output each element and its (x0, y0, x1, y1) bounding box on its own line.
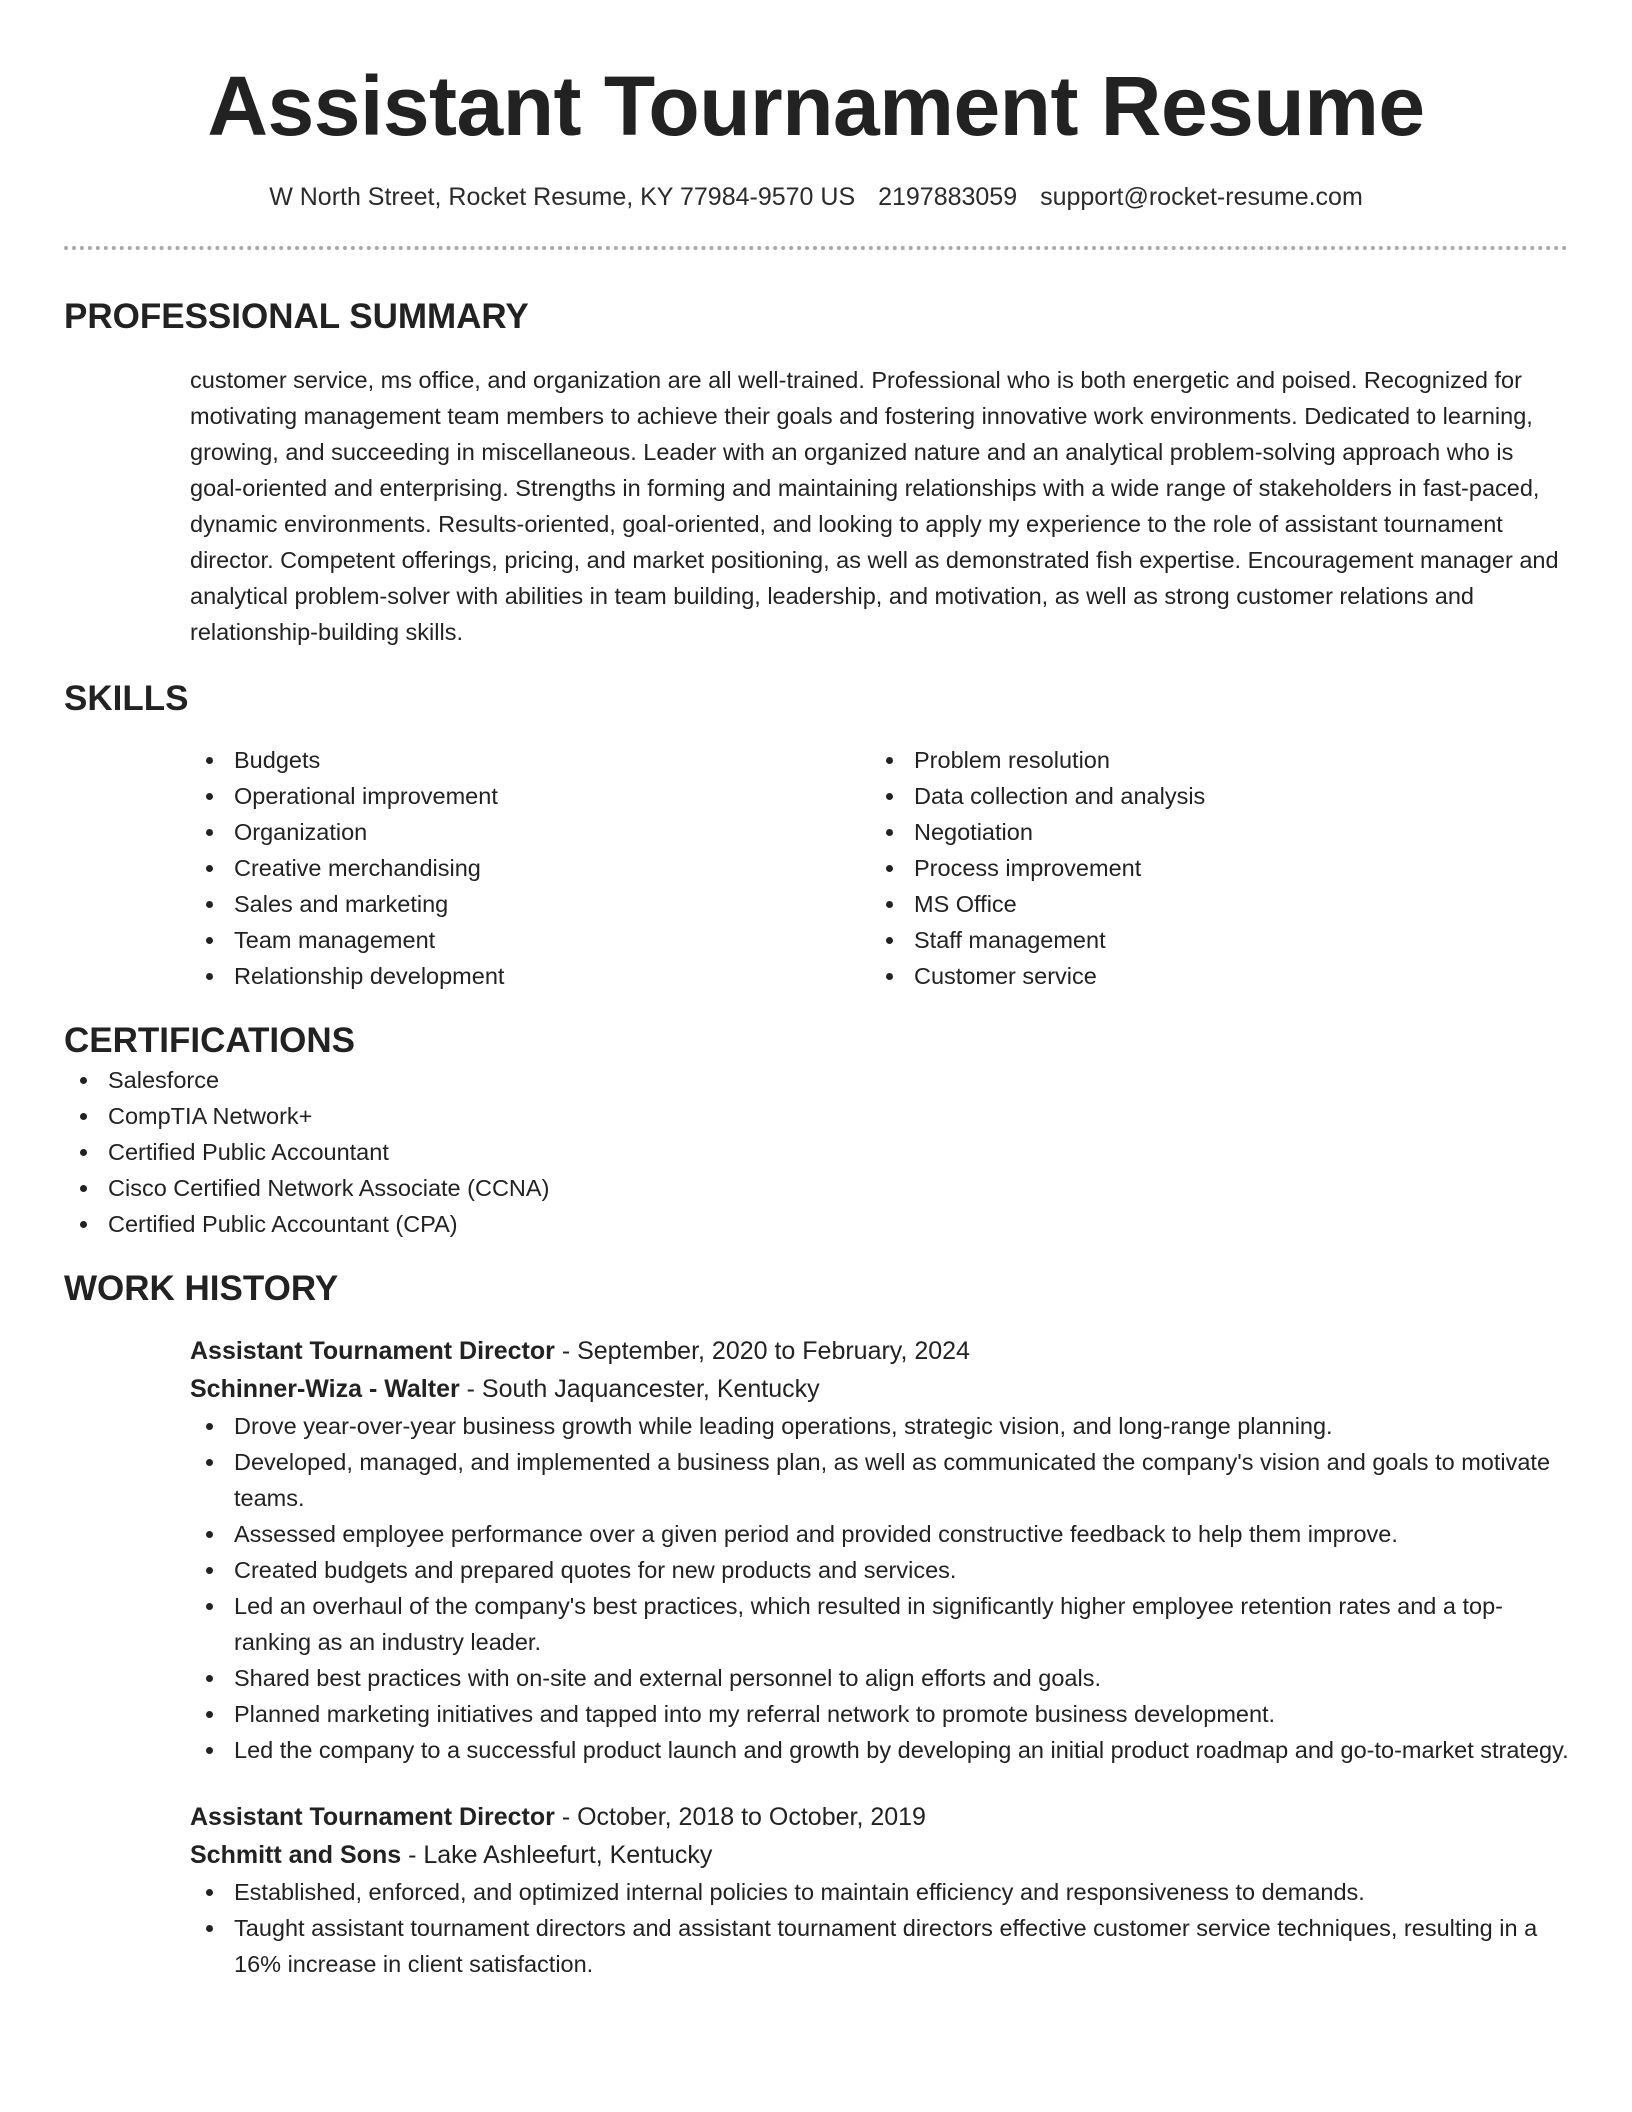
job-role-line (190, 1798, 1568, 1836)
job-bullet: Created budgets and prepared quotes for new products and services. (190, 1552, 1569, 1588)
skill-item: Creative merchandising (190, 850, 870, 886)
skill-item: Organization (190, 814, 870, 850)
job-bullet: Developed, managed, and implemented a business plan, as well as communicated the company's vision and goals to motivate teams. (190, 1444, 1569, 1516)
skill-item: Team management (190, 922, 870, 958)
summary-text: customer service, ms office, and organization are all well-trained. Professional who is both energetic and poised. Recognized for motivating management team members to achieve their goals and fostering innovative work environments. Dedicated to learning, growing, and succeeding in miscellaneous. Leader with an organized nature and an analytical problem-solving approach who is goal-oriented and enterprising. Strengths in forming and maintaining relationships with a wide range of stakeholders in fast-paced, dynamic environments. Results-oriented, goal-oriented, and looking to apply my experience to the role of assistant tournament director. Competent offerings, pricing, and market positioning, as well as demonstrated fish expertise. Encouragement manager and analytical problem-solver with abilities in team building, leadership, and motivation, as well as strong customer relations and relationship-building skills. (190, 367, 1559, 645)
resume-name: Assistant Tournament Resume (207, 59, 1425, 153)
job-company: Schmitt and Sons (190, 1841, 402, 1869)
job-bullet: Planned marketing initiatives and tapped into my referral network to promote business development. (190, 1696, 1569, 1732)
certifications-list (64, 1062, 1568, 1242)
job-role: Assistant Tournament Director (190, 1803, 555, 1831)
skill-item: Process improvement (870, 850, 1550, 886)
skills-column-right (870, 742, 1550, 994)
resume-page (64, 0, 1568, 1982)
job-company: Schinner-Wiza - Walter (190, 1375, 460, 1403)
job-bullet: Taught assistant tournament directors and assistant tournament directors effective customer service techniques, resulting in a 16% increase in client satisfaction. (190, 1910, 1569, 1982)
job-bullet: Assessed employee performance over a given period and provided constructive feedback to help them improve. (190, 1516, 1569, 1552)
job-company-line (190, 1836, 1568, 1874)
job-dates: - September, 2020 to February, 2024 (554, 1337, 970, 1365)
skill-item: Budgets (190, 742, 870, 778)
contact-email: support@rocket-resume.com (1040, 183, 1363, 211)
summary-title: PROFESSIONAL SUMMARY (64, 297, 529, 336)
job-bullets (190, 1874, 1568, 1982)
job-entry (190, 1798, 1568, 1982)
skill-item: Operational improvement (190, 778, 870, 814)
skill-item: Negotiation (870, 814, 1550, 850)
skills-column-left (190, 742, 870, 994)
skill-item: MS Office (870, 886, 1550, 922)
job-bullet: Led the company to a successful product launch and growth by developing an initial product roadmap and go-to-market strategy. (190, 1732, 1569, 1768)
skills-title: SKILLS (64, 679, 189, 718)
job-bullet: Established, enforced, and optimized internal policies to maintain efficiency and responsiveness to demands. (190, 1874, 1569, 1910)
certification-item: Salesforce (64, 1062, 1568, 1098)
skill-item: Relationship development (190, 958, 870, 994)
job-bullet: Led an overhaul of the company's best practices, which resulted in significantly higher employee retention rates and a top-ranking as an industry leader. (190, 1588, 1569, 1660)
job-bullet: Shared best practices with on-site and external personnel to align efforts and goals. (190, 1660, 1569, 1696)
contact-line (64, 182, 1568, 212)
skills-list (64, 742, 1568, 994)
header-divider (64, 246, 1568, 250)
job-entry (190, 1332, 1568, 1768)
skill-item: Customer service (870, 958, 1550, 994)
certification-item: Certified Public Accountant (CPA) (64, 1206, 1568, 1242)
job-location: - South Jaquancester, Kentucky (459, 1375, 820, 1403)
job-bullet: Drove year-over-year business growth while leading operations, strategic vision, and long-range planning. (190, 1408, 1569, 1444)
skill-item: Sales and marketing (190, 886, 870, 922)
job-bullets (190, 1408, 1568, 1768)
job-company-line (190, 1370, 1568, 1408)
certification-item: Cisco Certified Network Associate (CCNA) (64, 1170, 1568, 1206)
job-dates: - October, 2018 to October, 2019 (554, 1803, 926, 1831)
certification-item: CompTIA Network+ (64, 1098, 1568, 1134)
work-history-title: WORK HISTORY (64, 1269, 339, 1308)
job-role-line (190, 1332, 1568, 1370)
skill-item: Staff management (870, 922, 1550, 958)
contact-address: W North Street, Rocket Resume, KY 77984-9570 US (269, 183, 856, 211)
job-role: Assistant Tournament Director (190, 1337, 555, 1365)
job-location: - Lake Ashleefurt, Kentucky (401, 1841, 713, 1869)
skill-item: Data collection and analysis (870, 778, 1550, 814)
certification-item: Certified Public Accountant (64, 1134, 1568, 1170)
certifications-title: CERTIFICATIONS (64, 1021, 356, 1060)
skill-item: Problem resolution (870, 742, 1550, 778)
contact-phone: 2197883059 (878, 183, 1018, 211)
